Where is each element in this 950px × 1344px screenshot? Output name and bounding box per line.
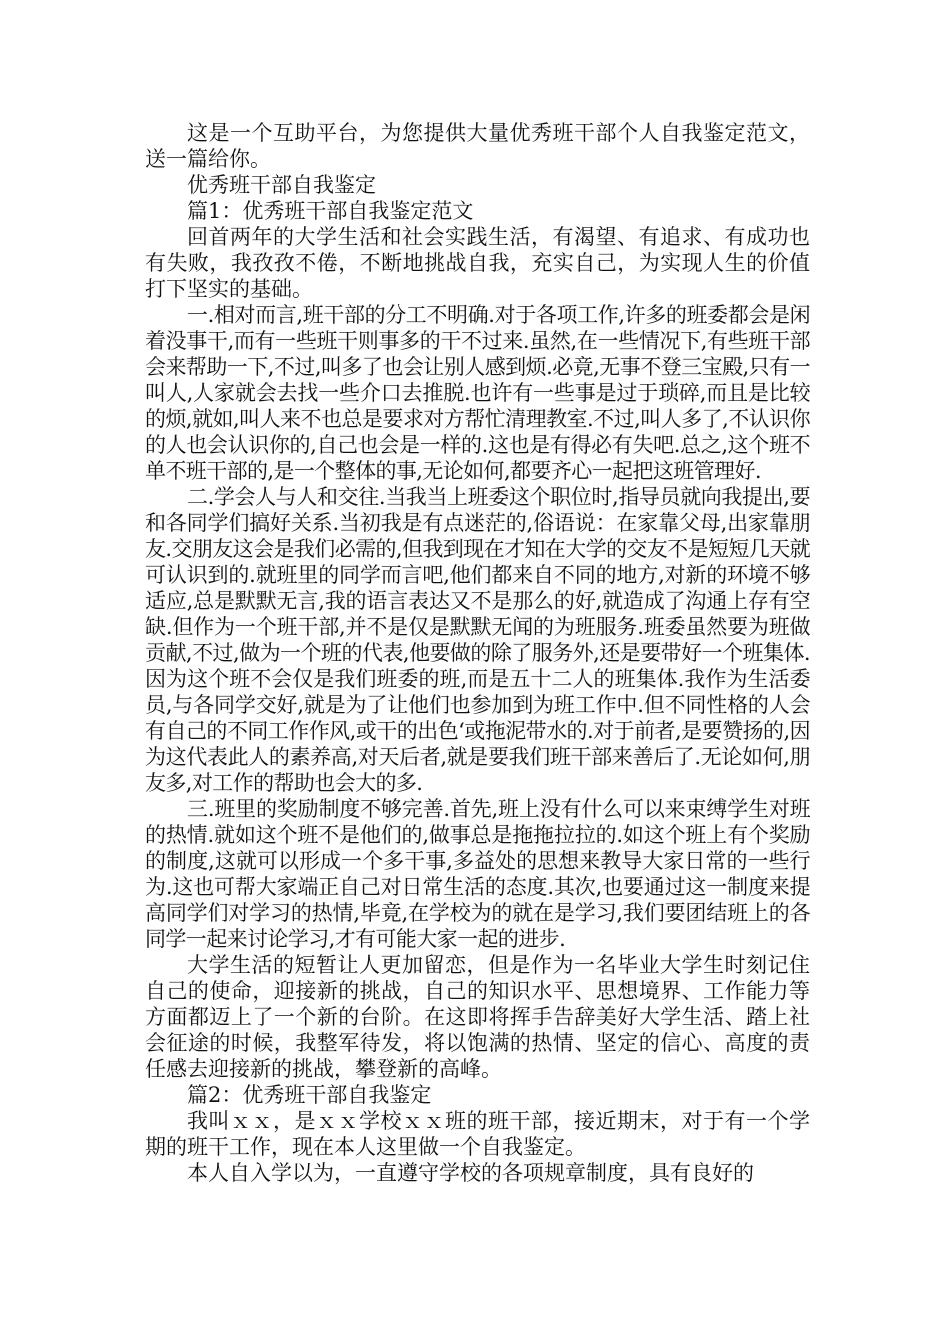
section-heading-1: 篇1：优秀班干部自我鉴定范文 xyxy=(187,199,474,223)
body-paragraph: 三.班里的奖励制度不够完善.首先,班上没有什么可以来束缚学生对班的热情.就如这个班不是他们的,做事总是拖拖拉拉的.如这个班上有个奖励的制度,这就可以形成一个多干事,多益处的思想来教导大家日常的一些行为.这也可帮大家端正自己对日常生活的态度.其次,也要通过这一制度来提高同学们对学习的热情,毕竟,在学校为的就在是学习,我们要团结班上的各同学一起来讨论学习,才有可能大家一起的进步. xyxy=(145,797,810,951)
body-paragraph: 二.学会人与人和交往.当我当上班委这个职位时,指导员就向我提出,要和各同学们搞好关系.当初我是有点迷茫的,俗语说：在家靠父母,出家靠朋友.交朋友这会是我们必需的,但我到现在才知在大学的交友不是短短几天就可认识到的.就班里的同学而言吧,他们都来自不同的地方,对新的环境不够适应,总是默默无言,我的语言表达又不是那么的好,就造成了沟通上存有空缺.但作为一个班干部,并不是仅是默默无闻的为班服务.班委虽然要为班做贡献,不过,做为一个班的代表,他要做的除了服务外,还是要带好一个班集体.因为这个班不会仅是我们班委的班,而是五十二人的班集体.我作为生活委员,与各同学交好,就是为了让他们也参加到为班工作中.但不同性格的人会有自己的不同工作作风,或干的出色‘或拖泥带水的.对于前者,是要赞扬的,因为这代表此人的素养高,对天后者,就是要我们班干部来善后了.无论如何,朋友多,对工作的帮助也会大的多. xyxy=(145,485,810,795)
body-paragraph: 大学生活的短暂让人更加留恋，但是作为一名毕业大学生时刻记住自己的使命，迎接新的挑战，自己的知识水平、思想境界、工作能力等方面都迈上了一个新的台阶。在这即将挥手告辞美好大学生活、踏上社会征途的时候，我整军待发，将以饱满的热情、坚定的信心、高度的责任感去迎接新的挑战，攀登新的高峰。 xyxy=(145,953,810,1081)
body-paragraph: 回首两年的大学生活和社会实践生活，有渴望、有追求、有成功也有失败，我孜孜不倦，不断地挑战自我，充实自己，为实现人生的价值打下坚实的基础。 xyxy=(145,225,810,301)
document-title: 优秀班干部自我鉴定 xyxy=(187,173,376,197)
body-paragraph: 本人自入学以为，一直遵守学校的各项规章制度，具有良好的 xyxy=(187,1161,754,1185)
body-paragraph: 我叫ｘｘ，是ｘｘ学校ｘｘ班的班干部，接近期末，对于有一个学期的班干工作，现在本人这里做一个自我鉴定。 xyxy=(145,1109,810,1159)
intro-paragraph: 这是一个互助平台，为您提供大量优秀班干部个人自我鉴定范文，送一篇给你。 xyxy=(145,121,810,171)
document-page xyxy=(145,120,810,1186)
section-heading-2: 篇2：优秀班干部自我鉴定 xyxy=(187,1083,432,1107)
body-paragraph: 一.相对而言,班干部的分工不明确.对于各项工作,许多的班委都会是闲着没事干,而有一些班干则事多的干不过来.虽然,在一些情况下,有些班干部会来帮助一下,不过,叫多了也会让别人感到烦.必竟,无事不登三宝殿,只有一叫人,人家就会去找一些介口去推脱.也许有一些事是过于琐碎,而且是比较的烦,就如,叫人来不也总是要求对方帮忙清理教室.不过,叫人多了,不认识你的人也会认识你的,自己也会是一样的.这也是有得必有失吧.总之,这个班不单不班干部的,是一个整体的事,无论如何,都要齐心一起把这班管理好. xyxy=(145,303,810,483)
